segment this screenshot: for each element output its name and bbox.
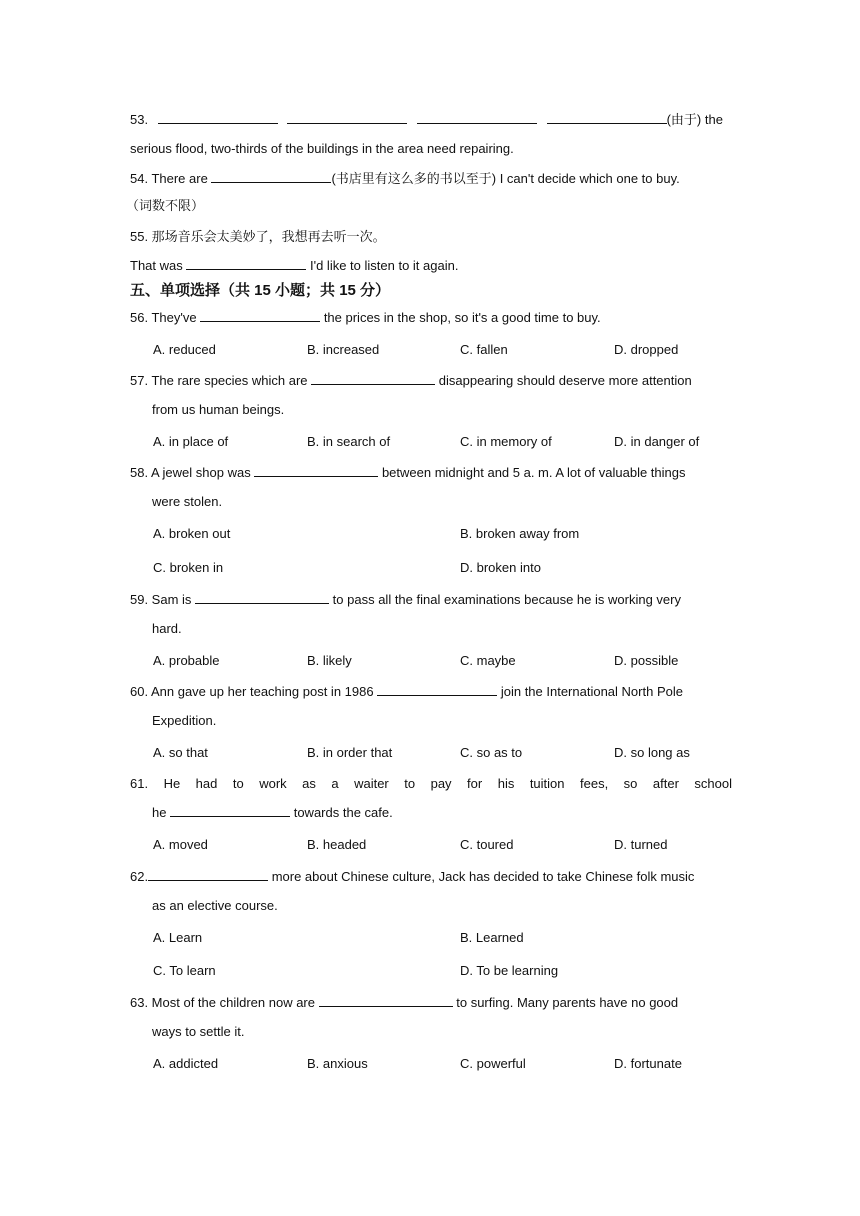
answer-blank[interactable]: [311, 373, 435, 385]
option-a[interactable]: A. moved: [153, 837, 208, 852]
question-57: [130, 373, 692, 389]
answer-blank[interactable]: [287, 112, 407, 124]
option-c[interactable]: C. so as to: [460, 745, 523, 760]
question-text: 59. Sam is: [130, 592, 192, 607]
option-d[interactable]: D. broken into: [460, 560, 541, 575]
question-text: 63. Most of the children now are: [130, 995, 315, 1010]
option-b[interactable]: B. increased: [307, 342, 380, 357]
question-text: 60. Ann gave up her teaching post in 1986: [130, 684, 374, 699]
option-a[interactable]: A. reduced: [153, 342, 216, 357]
option-d[interactable]: D. To be learning: [460, 963, 559, 978]
question-text: between midnight and 5 a. m. A lot of valuable things: [381, 465, 686, 480]
option-b[interactable]: B. in search of: [307, 434, 391, 449]
option-b[interactable]: B. likely: [307, 653, 352, 668]
option-d[interactable]: D. dropped: [614, 342, 679, 357]
option-c[interactable]: C. To learn: [153, 963, 216, 978]
option-a[interactable]: A. in place of: [153, 434, 229, 449]
answer-blank[interactable]: [211, 171, 331, 183]
question-55: [130, 258, 458, 274]
question-54-note: （词数不限）: [126, 198, 205, 213]
question-number: 62.: [130, 869, 149, 884]
question-text: (书店里有这么多的书以至于) I can't decide which one to buy.: [331, 171, 680, 186]
option-c[interactable]: C. broken in: [153, 560, 224, 575]
question-62-cont: as an elective course.: [152, 898, 278, 913]
answer-blank[interactable]: [319, 995, 453, 1007]
option-b[interactable]: B. in order that: [307, 745, 393, 760]
question-62: [130, 869, 694, 885]
question-54: [130, 171, 680, 187]
option-b[interactable]: B. anxious: [307, 1056, 368, 1071]
question-text: join the International North Pole: [500, 684, 683, 699]
question-59: [130, 592, 681, 608]
question-58-cont: were stolen.: [152, 494, 223, 509]
question-56: [130, 310, 601, 326]
question-55-chinese: 55. 那场音乐会太美妙了，我想再去听一次。: [130, 229, 386, 244]
answer-blank[interactable]: [200, 310, 320, 322]
question-number: 53.: [130, 112, 149, 127]
option-d[interactable]: D. fortunate: [614, 1056, 682, 1071]
question-53-cont: serious flood, two-thirds of the buildings in the area need repairing.: [130, 141, 514, 156]
option-c[interactable]: C. fallen: [460, 342, 508, 357]
question-text: 57. The rare species which are: [130, 373, 308, 388]
option-d[interactable]: D. turned: [614, 837, 668, 852]
option-d[interactable]: D. so long as: [614, 745, 690, 760]
option-b[interactable]: B. Learned: [460, 930, 524, 945]
question-57-cont: from us human beings.: [152, 402, 285, 417]
option-a[interactable]: A. addicted: [153, 1056, 219, 1071]
option-a[interactable]: A. broken out: [153, 526, 231, 541]
question-63-cont: ways to settle it.: [152, 1024, 245, 1039]
option-a[interactable]: A. so that: [153, 745, 208, 760]
question-text: I'd like to listen to it again.: [310, 258, 459, 273]
question-text: That was: [130, 258, 183, 273]
question-61: 61. He had to work as a waiter to pay for his tuition fees, so after school: [130, 776, 732, 791]
option-b[interactable]: B. headed: [307, 837, 367, 852]
answer-blank[interactable]: [417, 112, 537, 124]
question-text: 58. A jewel shop was: [130, 465, 251, 480]
question-59-cont: hard.: [152, 621, 182, 636]
option-a[interactable]: A. probable: [153, 653, 220, 668]
answer-blank[interactable]: [547, 112, 667, 124]
answer-blank[interactable]: [377, 684, 497, 696]
question-text: to surfing. Many parents have no good: [456, 995, 679, 1010]
question-53: [130, 112, 723, 128]
question-61-cont: [152, 805, 393, 821]
question-text: more about Chinese culture, Jack has decided to take Chinese folk music: [271, 869, 695, 884]
section-heading: 五、单项选择（共 15 小题；共 15 分）: [130, 282, 391, 299]
answer-blank[interactable]: [195, 592, 329, 604]
option-d[interactable]: D. in danger of: [614, 434, 700, 449]
question-60: [130, 684, 683, 700]
question-text: he: [152, 805, 167, 820]
option-c[interactable]: C. in memory of: [460, 434, 552, 449]
question-text: 56. They've: [130, 310, 197, 325]
option-c[interactable]: C. maybe: [460, 653, 516, 668]
answer-blank[interactable]: [148, 869, 268, 881]
question-text: disappearing should deserve more attention: [438, 373, 692, 388]
question-text: 54. There are: [130, 171, 208, 186]
question-text: (由于) the: [666, 112, 723, 127]
answer-blank[interactable]: [158, 112, 278, 124]
answer-blank[interactable]: [254, 465, 378, 477]
question-63: [130, 995, 678, 1011]
question-58: [130, 465, 686, 481]
option-c[interactable]: C. powerful: [460, 1056, 526, 1071]
option-a[interactable]: A. Learn: [153, 930, 203, 945]
question-text: the prices in the shop, so it's a good time to buy.: [323, 310, 601, 325]
question-60-cont: Expedition.: [152, 713, 217, 728]
option-d[interactable]: D. possible: [614, 653, 679, 668]
question-text: towards the cafe.: [293, 805, 393, 820]
option-c[interactable]: C. toured: [460, 837, 514, 852]
answer-blank[interactable]: [170, 805, 290, 817]
answer-blank[interactable]: [186, 258, 306, 270]
question-text: to pass all the final examinations because he is working very: [332, 592, 681, 607]
option-b[interactable]: B. broken away from: [460, 526, 580, 541]
